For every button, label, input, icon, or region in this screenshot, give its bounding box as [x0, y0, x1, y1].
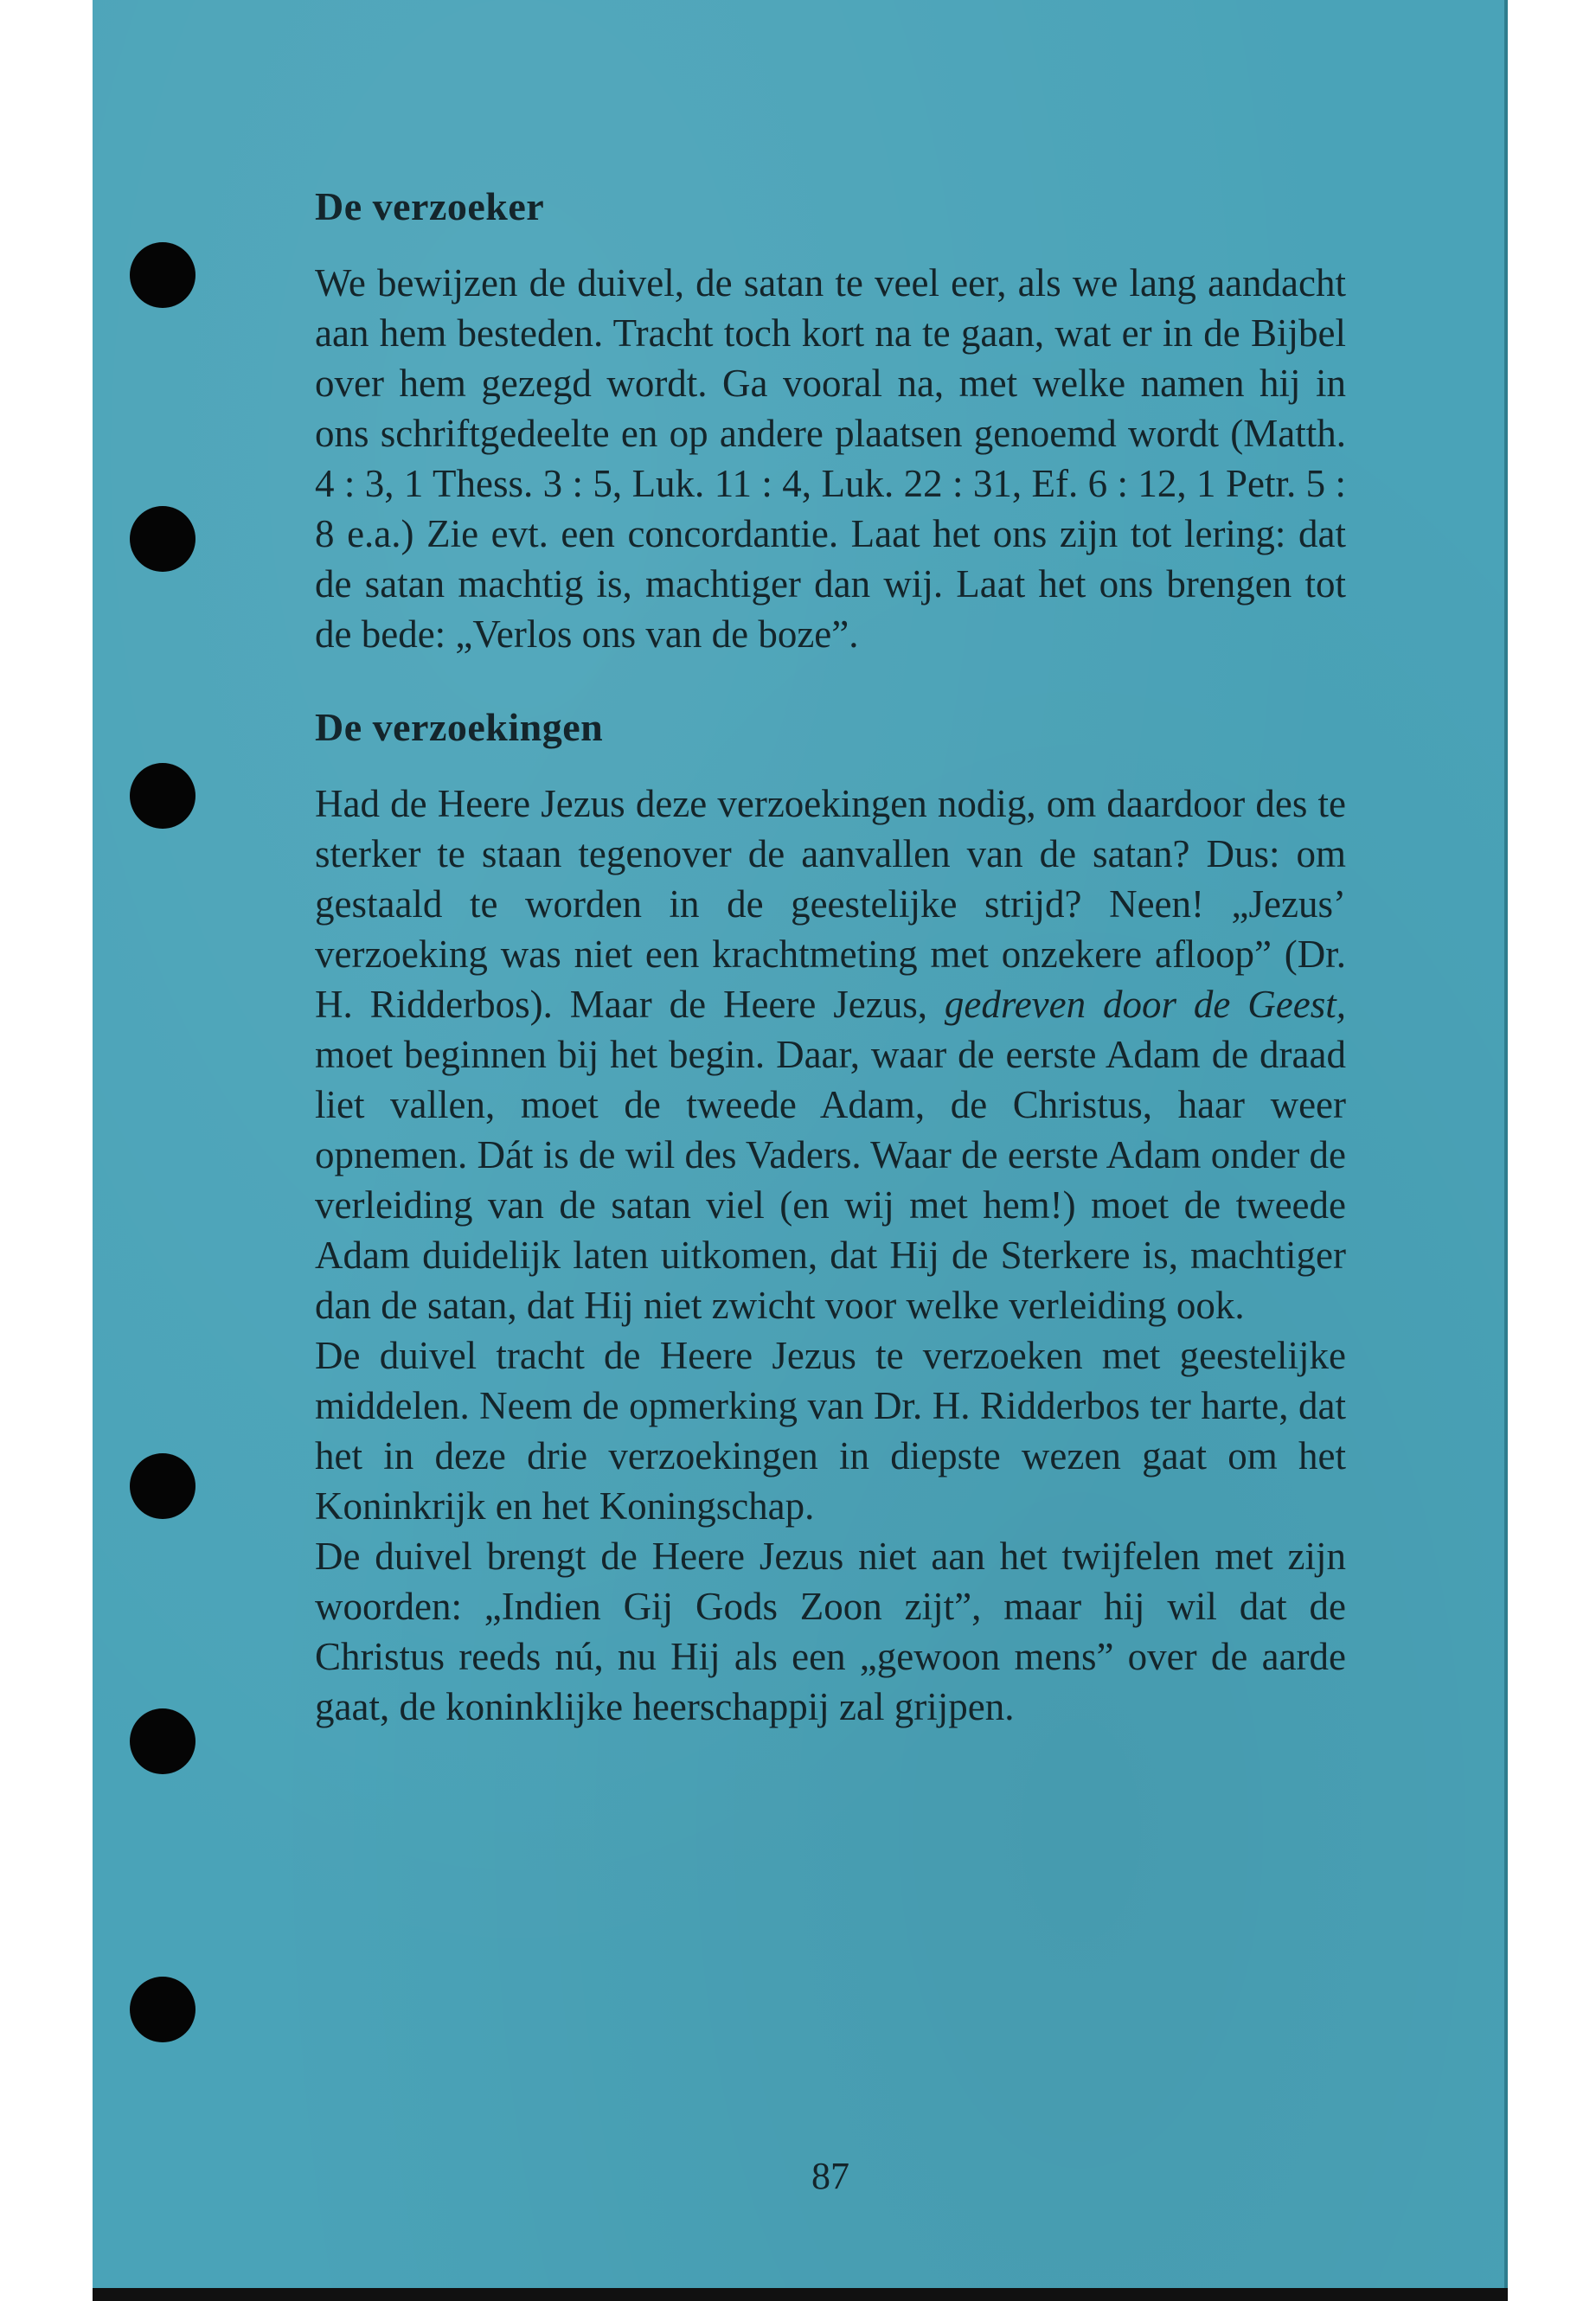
page-content — [315, 182, 1346, 1732]
punch-hole — [130, 1708, 195, 1774]
paragraph-text: Had de Heere Jezus deze verzoekingen nodig, om daardoor des te sterker te staan tegenover de aanvallen van de satan? Dus: om gestaald te worden in de geestelijke strijd? Neen! „Jezus’ verzoeking was niet een krachtmeting met onzekere afloop” (Dr. H. Ridderbos). Maar de Heere Jezus, — [315, 782, 1346, 1026]
punch-hole — [130, 1977, 195, 2042]
italic-phrase: gedreven door de Geest, — [944, 983, 1347, 1026]
section-paragraph-verzoekingen-3: De duivel brengt de Heere Jezus niet aan het twijfelen met zijn woorden: „Indien Gij Gods Zoon zijt”, maar hij wil dat de Christus reeds nú, nu Hij als een „gewoon mens” over de aarde gaat, de koninklijke heerschappij zal grijpen. — [315, 1535, 1346, 1728]
section-paragraph-verzoekingen-1 — [315, 779, 1346, 1330]
punch-hole — [130, 506, 195, 572]
punch-hole — [130, 242, 195, 308]
paragraph-text: moet beginnen bij het begin. Daar, waar de eerste Adam de draad liet vallen, moet de tweede Adam, de Christus, haar weer opnemen. Dát is de wil des Vaders. Waar de eerste Adam onder de verleiding van de satan viel (en wij met hem!) moet de tweede Adam duidelijk laten uitkomen, dat Hij de Sterkere is, machtiger dan de satan, dat Hij niet zwicht voor welke verleiding ook. — [315, 1033, 1346, 1327]
punch-hole — [130, 1453, 195, 1519]
section-paragraph-verzoeker: We bewijzen de duivel, de satan te veel eer, als we lang aandacht aan hem besteden. Tracht toch kort na te gaan, wat er in de Bijbel over hem gezegd wordt. Ga vooral na, met welke namen hij in ons schriftgedeelte en op andere plaatsen genoemd wordt (Matth. 4 : 3, 1 Thess. 3 : 5, Luk. 11 : 4, Luk. 22 : 31, Ef. 6 : 12, 1 Petr. 5 : 8 e.a.) Zie evt. een concordantie. Laat het ons zijn tot lering: dat de satan machtig is, machtiger dan wij. Laat het ons brengen tot de bede: „Verlos ons van de boze”. — [315, 261, 1346, 656]
section-paragraph-verzoekingen-2: De duivel tracht de Heere Jezus te verzoeken met geestelijke middelen. Neem de opmerking van Dr. H. Ridderbos ter harte, dat het in deze drie verzoekingen in diepste wezen gaat om het Koninkrijk en het Koningschap. — [315, 1334, 1346, 1528]
bottom-edge — [93, 2288, 1508, 2301]
section-heading-verzoeker: De verzoeker — [315, 184, 545, 228]
punch-hole — [130, 763, 195, 829]
page-number: 87 — [811, 2155, 849, 2197]
section-heading-verzoekingen: De verzoekingen — [315, 705, 604, 749]
